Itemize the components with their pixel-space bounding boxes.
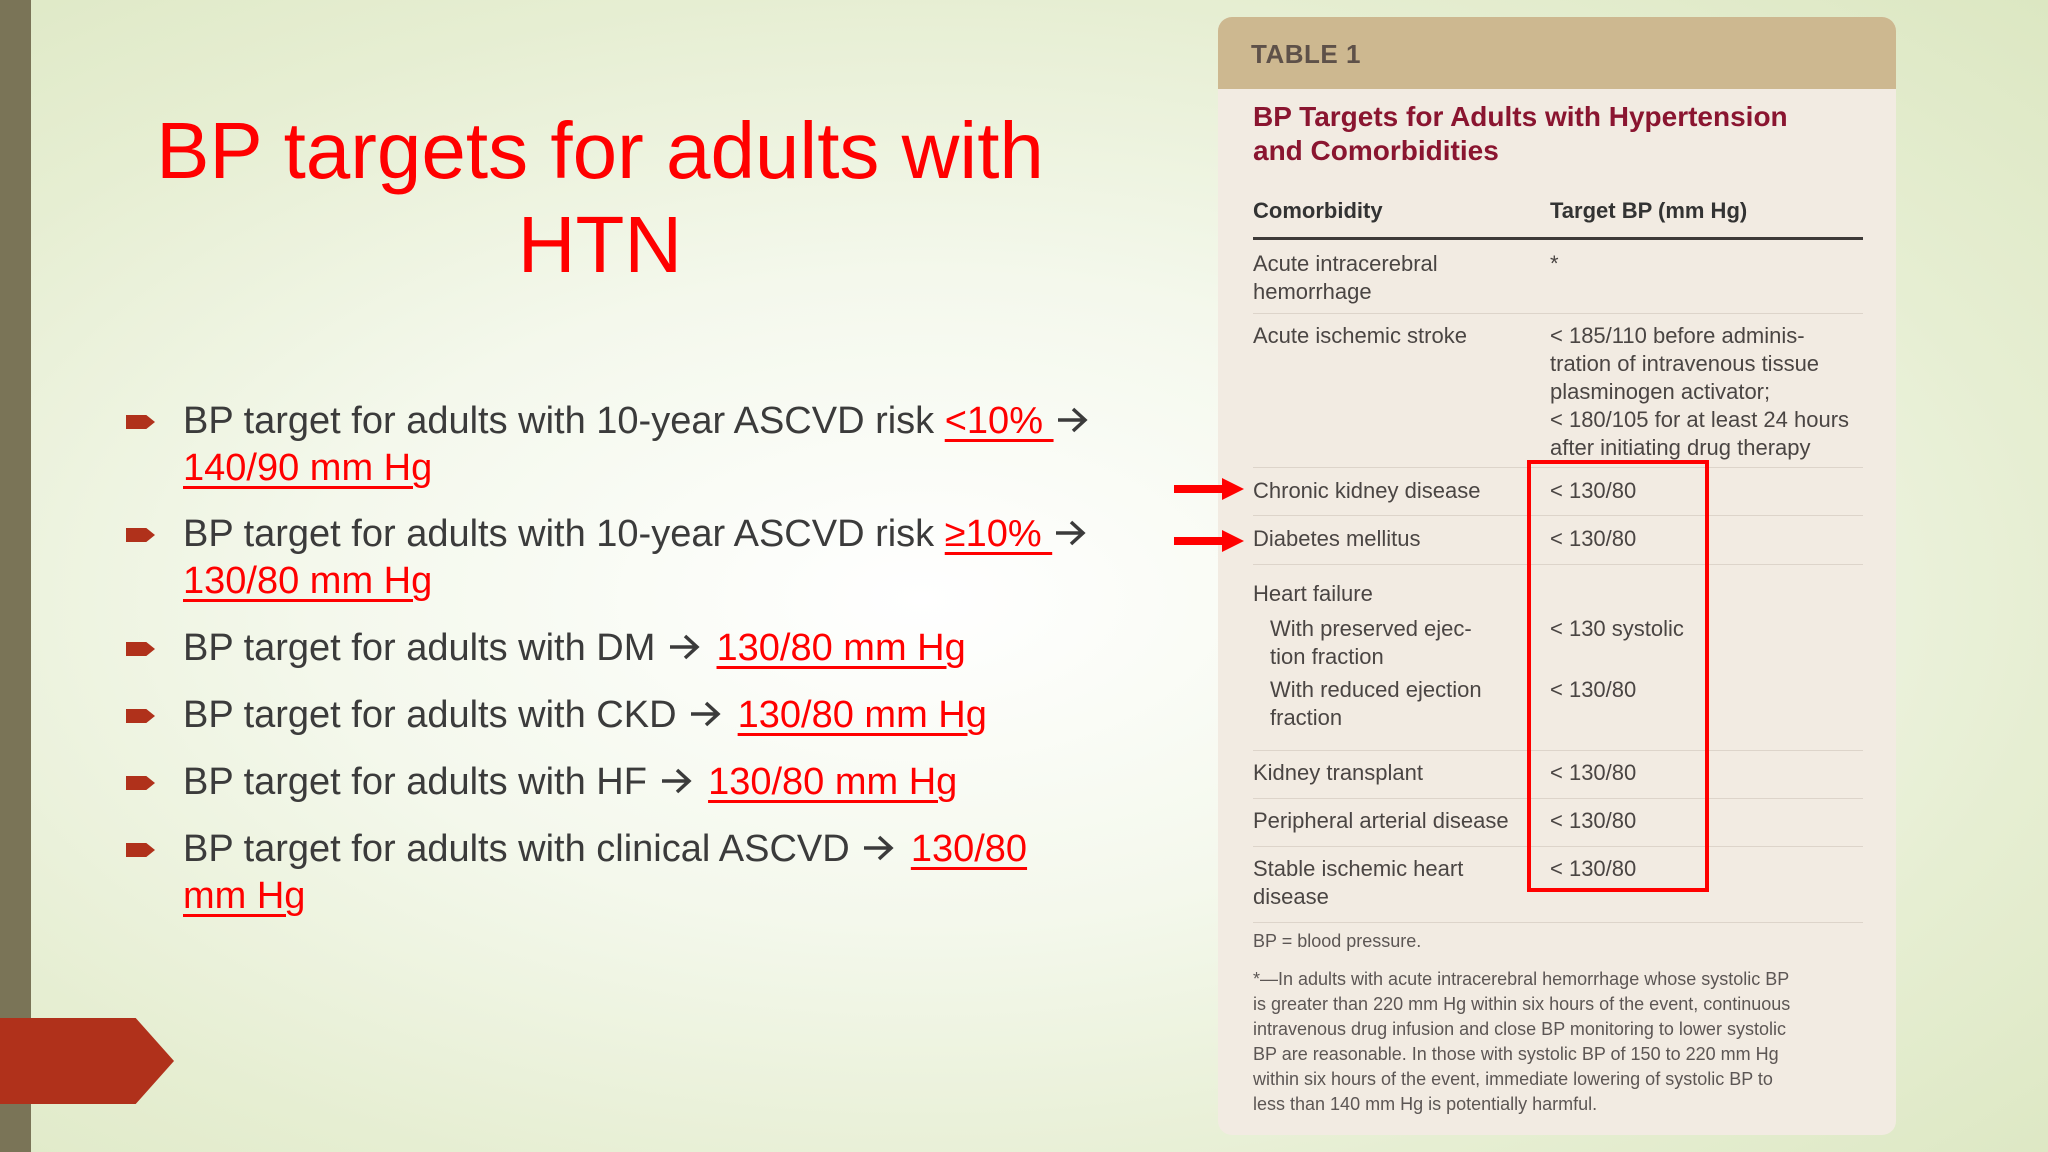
table-row xyxy=(1253,245,1863,314)
footnote-line: *—In adults with acute intracerebral hemorrhage whose systolic BP xyxy=(1253,969,1790,989)
cell-text: Stable ischemic heart xyxy=(1253,856,1464,881)
bullet-dm xyxy=(126,625,1106,672)
bullet-list xyxy=(126,398,1106,920)
cell-text: disease xyxy=(1253,884,1329,909)
bullet-text: BP target for adults with CKD xyxy=(183,694,688,736)
bullet-ckd xyxy=(126,692,1106,739)
right-arrow-icon xyxy=(668,632,702,662)
table-footnote xyxy=(1253,967,1868,1117)
table-cell xyxy=(1253,615,1550,671)
col-header-target: Target BP (mm Hg) xyxy=(1550,198,1748,223)
table-cell: < 130/80 xyxy=(1550,677,1637,702)
right-arrow-icon xyxy=(660,766,694,796)
cell-text: With preserved ejec- xyxy=(1270,616,1472,641)
bullet-highlight: 130/80 xyxy=(910,828,1028,870)
right-arrow-icon xyxy=(1056,405,1090,435)
left-accent-bar xyxy=(0,0,31,1152)
table-title-line: and Comorbidities xyxy=(1253,135,1499,166)
right-arrow-icon xyxy=(1054,518,1088,548)
bullet-highlight: 130/80 mm Hg xyxy=(716,627,966,669)
cell-text: Acute intracerebral xyxy=(1253,251,1438,276)
table-cell: Acute ischemic stroke xyxy=(1253,323,1467,348)
footnote-line: is greater than 220 mm Hg within six hours of the event, continuous xyxy=(1253,994,1791,1014)
table-cell: Kidney transplant xyxy=(1253,760,1423,785)
bullet-hf xyxy=(126,759,1106,806)
cell-text: tion fraction xyxy=(1270,644,1384,669)
table-cell: < 130/80 xyxy=(1550,856,1637,881)
table-header-row xyxy=(1253,182,1863,240)
footnote-line: within six hours of the event, immediate lowering of systolic BP to xyxy=(1253,1069,1773,1089)
footnote-line: intravenous drug infusion and close BP monitoring to lower systolic xyxy=(1253,1019,1786,1039)
cell-text: < 185/110 before adminis- xyxy=(1550,323,1805,348)
right-arrow-icon xyxy=(862,833,896,863)
bullet-arrow-icon xyxy=(126,776,155,790)
table-label: TABLE 1 xyxy=(1218,17,1896,89)
bullet-text: BP target for adults with clinical ASCVD xyxy=(183,828,861,870)
bullet-arrow-icon xyxy=(126,709,155,723)
table-cell: Heart failure xyxy=(1253,581,1373,606)
bullet-text: BP target for adults with DM xyxy=(183,627,666,669)
table-row xyxy=(1253,313,1863,468)
bullet-arrow-icon xyxy=(126,528,155,542)
footnote-line: BP are reasonable. In those with systolic BP of 150 to 220 mm Hg xyxy=(1253,1044,1779,1064)
bullet-arrow-icon xyxy=(126,843,155,857)
cell-text: fraction xyxy=(1270,705,1343,730)
table-cell: < 130/80 xyxy=(1550,760,1637,785)
cell-text: after initiating drug therapy xyxy=(1550,435,1811,460)
table-cell: < 130/80 xyxy=(1550,526,1637,551)
table-title xyxy=(1253,100,1873,168)
bullet-highlight: ≥10% xyxy=(944,513,1053,555)
table-cell: Diabetes mellitus xyxy=(1253,526,1421,551)
table-cell xyxy=(1253,676,1550,732)
table-cell: < 130/80 xyxy=(1550,478,1637,503)
bullet-text: BP target for adults with 10-year ASCVD risk xyxy=(183,513,945,555)
highlight-box xyxy=(1527,460,1709,892)
table-cell: < 130/80 xyxy=(1550,808,1637,833)
table-cell: Chronic kidney disease xyxy=(1253,478,1481,503)
table-abbreviation: BP = blood pressure. xyxy=(1253,931,1422,951)
table-cell xyxy=(1253,855,1533,911)
bullet-highlight: <10% xyxy=(944,400,1054,442)
cell-text: < 180/105 for at least 24 hours xyxy=(1550,407,1850,432)
cell-text: hemorrhage xyxy=(1253,279,1372,304)
slide-number-marker xyxy=(0,1018,174,1104)
bullet-highlight: 130/80 mm Hg xyxy=(183,560,433,602)
slide-title: BP targets for adults with HTN xyxy=(156,106,1044,289)
bullet-highlight: 140/90 mm Hg xyxy=(183,447,433,489)
right-arrow-icon xyxy=(689,699,723,729)
bullet-clinical-ascvd xyxy=(126,826,1106,920)
table-cell xyxy=(1550,322,1870,462)
cell-text: tration of intravenous tissue xyxy=(1550,351,1820,376)
bullet-highlight: 130/80 mm Hg xyxy=(708,761,958,803)
table-cell: Peripheral arterial disease xyxy=(1253,808,1509,833)
bullet-ascvd-low xyxy=(126,398,1106,492)
bullet-text: BP target for adults with 10-year ASCVD risk xyxy=(183,400,945,442)
bullet-highlight: mm Hg xyxy=(183,875,306,917)
cell-text: plasminogen activator; xyxy=(1550,379,1771,404)
bullet-ascvd-high xyxy=(126,511,1106,605)
footnote-line: less than 140 mm Hg is potentially harmful. xyxy=(1253,1094,1598,1114)
pointer-arrow-icon xyxy=(1174,478,1244,500)
table-cell: < 130 systolic xyxy=(1550,616,1684,641)
table-title-line: BP Targets for Adults with Hypertension xyxy=(1253,101,1788,132)
cell-text: With reduced ejection xyxy=(1270,677,1482,702)
pointer-arrow-icon xyxy=(1174,530,1244,552)
bullet-highlight: 130/80 mm Hg xyxy=(737,694,987,736)
col-header-comorbidity: Comorbidity xyxy=(1253,198,1383,223)
bullet-arrow-icon xyxy=(126,415,155,429)
table-cell xyxy=(1253,250,1533,306)
bullet-arrow-icon xyxy=(126,642,155,656)
bullet-text: BP target for adults with HF xyxy=(183,761,658,803)
table-cell: * xyxy=(1550,251,1559,276)
